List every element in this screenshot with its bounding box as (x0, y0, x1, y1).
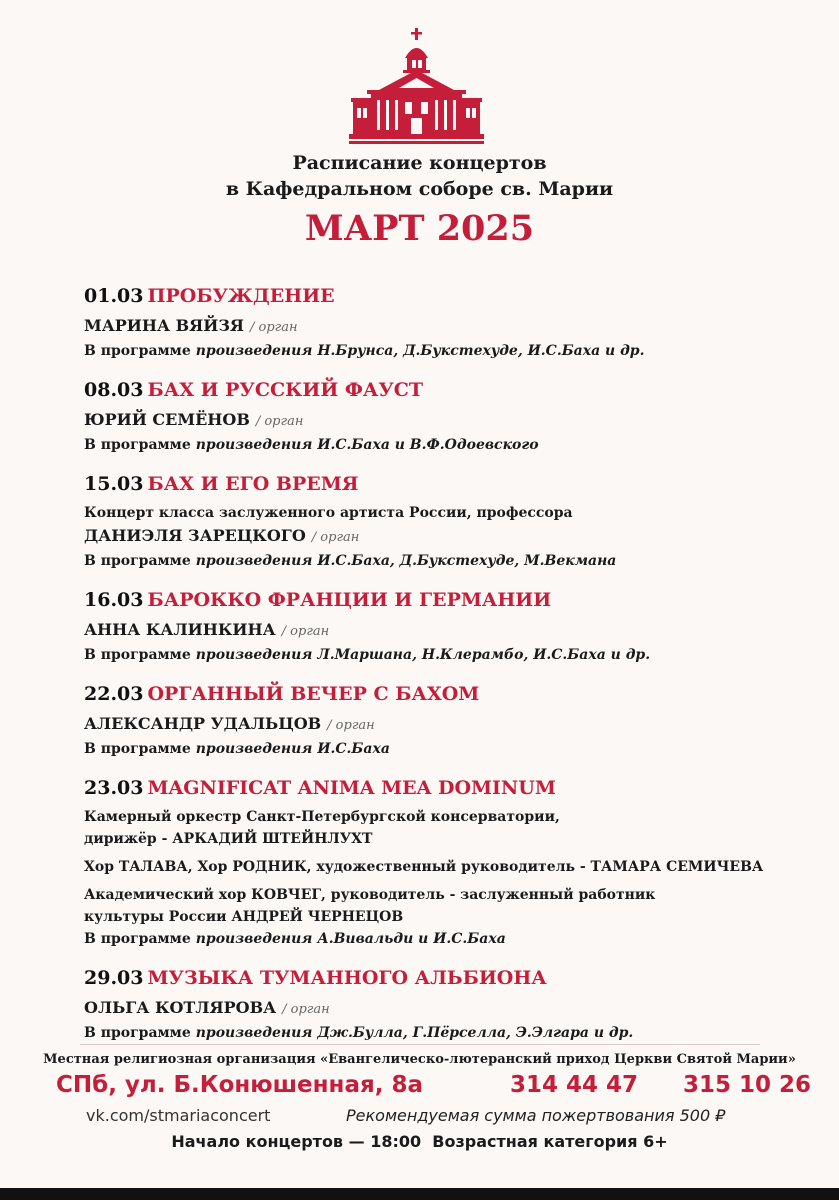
performer-name: АЛЕКСАНДР УДАЛЬЦОВ (84, 714, 322, 733)
concert-item (84, 376, 784, 456)
concert-item (84, 680, 784, 760)
title-line-1: Расписание концертов (292, 152, 547, 174)
performer-role: / орган (281, 624, 330, 639)
start-time: Начало концертов — 18:00 (171, 1132, 422, 1151)
footer-divider (80, 1044, 760, 1045)
concert-date: 01.03 (84, 285, 144, 307)
phone-number-2[interactable]: 315 10 26 (683, 1072, 812, 1098)
concert-detail: Академический хор КОВЧЕГ, руководитель - заслуженный работник (84, 887, 656, 903)
performer-role: / орган (327, 718, 375, 733)
cathedral-icon (349, 28, 484, 146)
page-header (0, 150, 839, 251)
program-text: произведения И.С.Баха (195, 741, 390, 757)
performer-name: ЮРИЙ СЕМЁНОВ (84, 410, 250, 429)
concert-date: 29.03 (84, 967, 144, 989)
performer-name: ДАНИЭЛЯ ЗАРЕЦКОГО (84, 526, 306, 545)
concert-date: 22.03 (84, 683, 144, 705)
program-prefix: В программе (84, 553, 191, 569)
organization-name: Местная религиозная организация «Евангелическо-лютеранский приход Церкви Святой Марии» (43, 1052, 796, 1067)
concert-info-row (0, 1132, 839, 1151)
bottom-bar (0, 1188, 839, 1200)
concert-intro: Концерт класса заслуженного артиста России, профессора (84, 505, 573, 521)
phone-number-1[interactable]: 314 44 47 (510, 1072, 639, 1098)
program-prefix: В программе (84, 931, 191, 947)
concert-item (84, 470, 784, 572)
performer-name: ОЛЬГА КОТЛЯРОВА (84, 998, 277, 1017)
concert-detail: Камерный оркестр Санкт-Петербургской консерватории, (84, 809, 560, 825)
program-text: произведения Дж.Булла, Г.Пёрселла, Э.Элгара и др. (195, 1025, 634, 1041)
concert-detail: культуры России АНДРЕЙ ЧЕРНЕЦОВ (84, 909, 404, 925)
concert-detail: дирижёр - АРКАДИЙ ШТЕЙНЛУХТ (84, 831, 373, 847)
concert-title: БАХ И РУССКИЙ ФАУСТ (147, 379, 424, 401)
program-prefix: В программе (84, 437, 191, 453)
concert-item (84, 282, 784, 362)
concert-detail: Хор ТАЛАВА, Хор РОДНИК, художественный руководитель - ТАМАРА СЕМИЧЕВА (84, 859, 764, 875)
donation-note: Рекомендуемая сумма пожертвования 500 ₽ (346, 1106, 726, 1125)
performer-role: / орган (282, 1002, 330, 1017)
program-prefix: В программе (84, 741, 191, 757)
concert-title: БАРОККО ФРАНЦИИ И ГЕРМАНИИ (147, 589, 552, 611)
performer-role: / орган (255, 414, 304, 429)
concert-title: ПРОБУЖДЕНИЕ (147, 285, 335, 307)
concert-date: 08.03 (84, 379, 144, 401)
concert-title: МУЗЫКА ТУМАННОГО АЛЬБИОНА (147, 967, 547, 989)
concert-title: MAGNIFICAT ANIMA MEA DOMINUM (147, 777, 556, 799)
performer-role: / орган (250, 320, 298, 335)
program-text: произведения И.С.Баха и В.Ф.Одоевского (195, 437, 539, 453)
concert-list (84, 282, 784, 1058)
performer-role: / орган (311, 530, 360, 545)
program-prefix: В программе (84, 1025, 191, 1041)
page-footer (0, 1050, 839, 1151)
title-line-2: в Кафедральном соборе св. Марии (225, 178, 614, 200)
program-prefix: В программе (84, 343, 191, 359)
program-text: произведения И.С.Баха, Д.Букстехуде, М.Векмана (195, 553, 617, 569)
concert-date: 16.03 (84, 589, 144, 611)
age-category: Возрастная категория 6+ (432, 1132, 668, 1151)
month-title: МАРТ 2025 (304, 208, 535, 249)
concert-date: 15.03 (84, 473, 144, 495)
vk-link[interactable]: vk.com/stmariaconcert (86, 1106, 271, 1125)
performer-name: АННА КАЛИНКИНА (84, 620, 276, 639)
concert-date: 23.03 (84, 777, 144, 799)
program-prefix: В программе (84, 647, 191, 663)
program-text: произведения А.Вивальди и И.С.Баха (195, 931, 506, 947)
concert-item (84, 774, 784, 950)
concert-item (84, 586, 784, 666)
concert-title: БАХ И ЕГО ВРЕМЯ (147, 473, 359, 495)
address: СПб, ул. Б.Конюшенная, 8а (56, 1072, 424, 1098)
performer-name: МАРИНА ВЯЙЗЯ (84, 316, 245, 335)
program-text: произведения Н.Брунса, Д.Букстехуде, И.С.Баха и др. (195, 343, 645, 359)
concert-title: ОРГАННЫЙ ВЕЧЕР С БАХОМ (147, 683, 480, 705)
concert-item (84, 964, 784, 1044)
program-text: произведения Л.Маршана, Н.Клерамбо, И.С.Баха и др. (195, 647, 651, 663)
